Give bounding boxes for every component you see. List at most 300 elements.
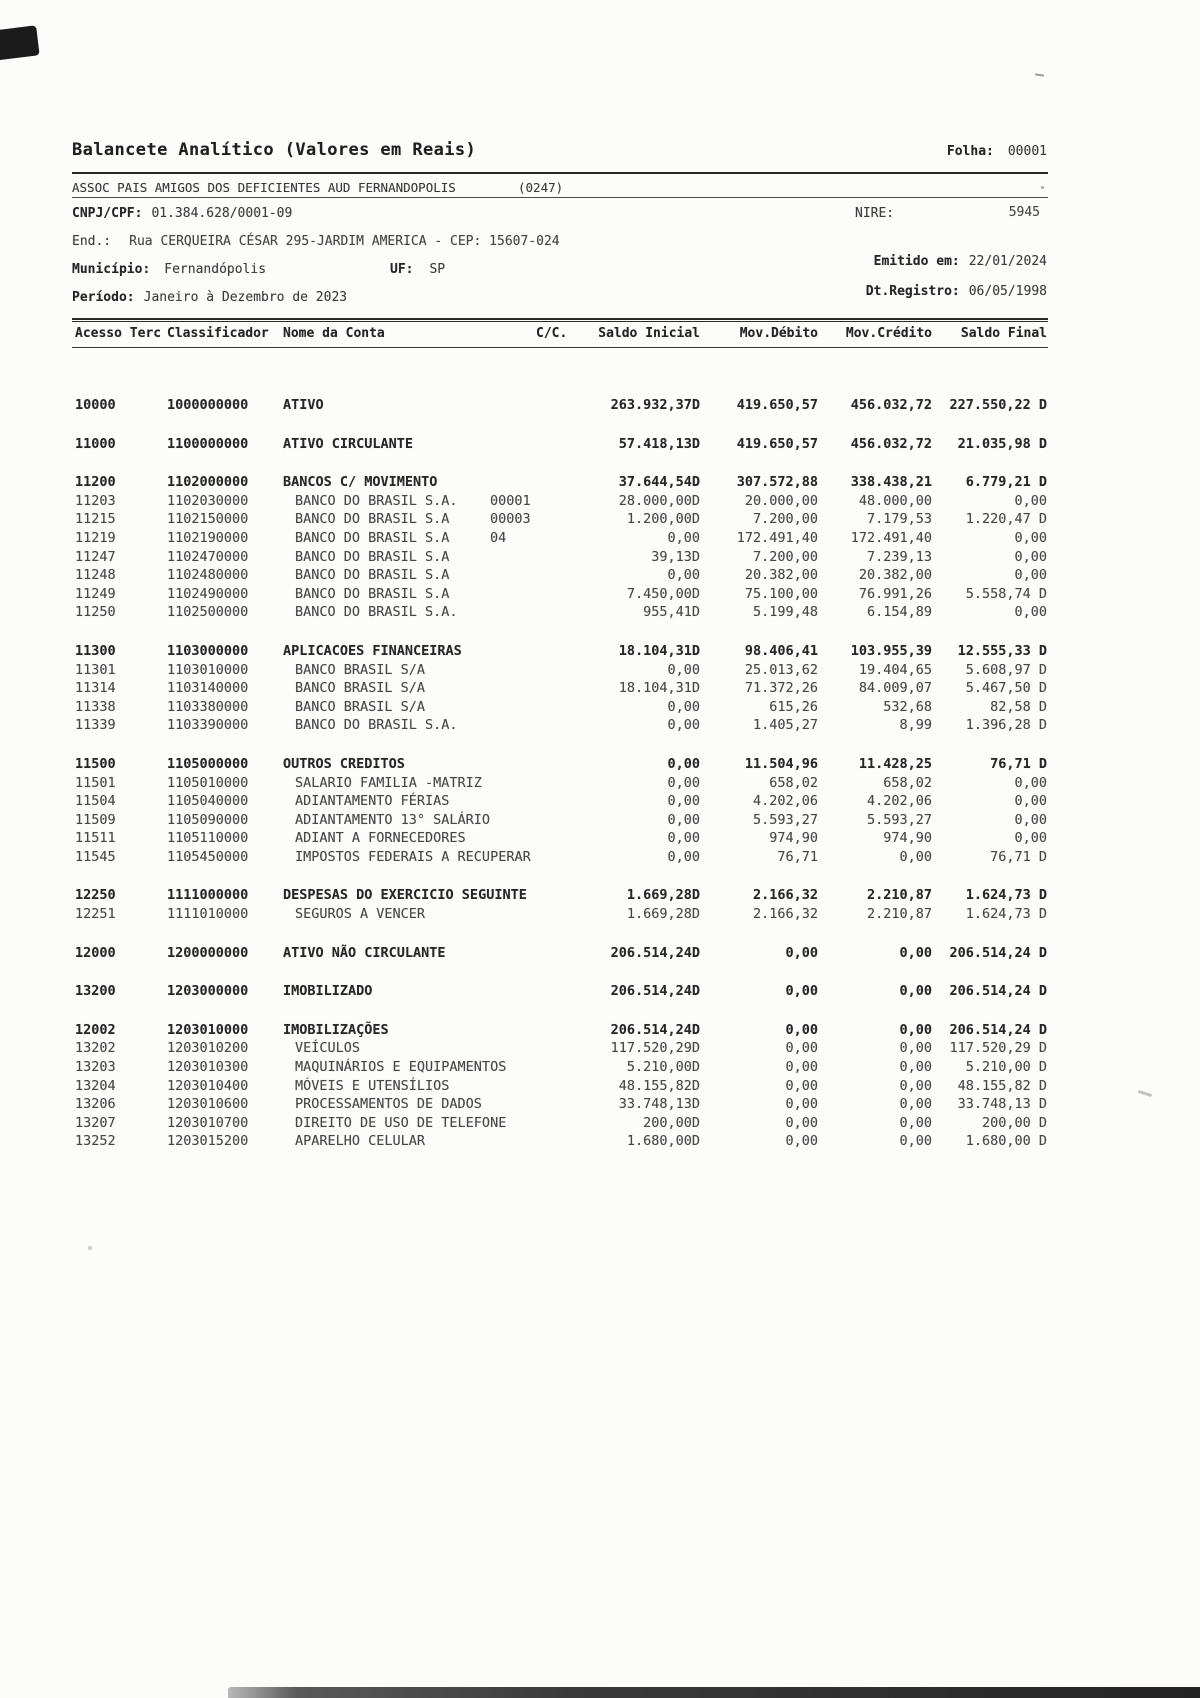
cell-cc: [488, 642, 543, 661]
cell-mov-credito: 2.210,87: [866, 906, 932, 923]
cell-saldo-inicial: 200,00D: [643, 1114, 700, 1131]
table-row: [0, 1039, 1122, 1058]
cell-cc: [488, 566, 543, 585]
folha-field: [947, 144, 1047, 159]
cell-saldo-inicial: 0,00: [667, 811, 700, 828]
cell-cc: [488, 829, 543, 848]
cell-classificador: 1103380000: [167, 698, 249, 715]
cell-cc: [488, 905, 543, 924]
cell-classificador: 1103140000: [167, 680, 249, 697]
cell-saldo-inicial: 0,00: [667, 755, 700, 772]
cell-mov-debito: 7.200,00: [752, 548, 818, 565]
table-group: [0, 435, 1122, 454]
cell-acesso: 11300: [75, 642, 116, 659]
table-row: [0, 792, 1122, 811]
cell-acesso: 12251: [75, 906, 116, 923]
emitido-label: Emitido em:: [873, 254, 960, 269]
cell-classificador: 1103010000: [167, 661, 249, 678]
cell-cc: [488, 473, 543, 492]
table-group: [0, 396, 1122, 415]
cell-saldo-inicial: 1.680,00D: [626, 1133, 700, 1150]
cell-mov-debito: 974,90: [769, 830, 818, 847]
cell-mov-credito: 19.404,65: [858, 661, 932, 678]
cell-mov-debito: 307.572,88: [736, 474, 818, 491]
cell-cc: [488, 982, 543, 1001]
cell-nome: VEÍCULOS: [295, 1040, 361, 1057]
cell-mov-credito: 0,00: [899, 848, 932, 865]
cell-mov-debito: 0,00: [785, 1059, 818, 1076]
cell-saldo-inicial: 0,00: [667, 529, 700, 546]
cell-mov-debito: 0,00: [785, 944, 818, 961]
company-rule: [72, 197, 1048, 198]
cell-saldo-final: 1.624,73 D: [965, 887, 1047, 904]
cell-mov-credito: 0,00: [899, 1133, 932, 1150]
cell-nome: BANCO DO BRASIL S.A: [295, 548, 450, 565]
cell-cc: [488, 1039, 543, 1058]
cell-saldo-final: 227.550,22 D: [949, 397, 1047, 413]
cell-saldo-final: 1.220,47 D: [965, 511, 1047, 528]
table-row: [0, 566, 1122, 585]
cell-saldo-inicial: 18.104,31D: [618, 642, 700, 659]
periodo-value: Janeiro à Dezembro de 2023: [143, 290, 348, 305]
table-group: [0, 886, 1122, 923]
cell-saldo-inicial: 48.155,82D: [618, 1077, 700, 1094]
cell-nome: APARELHO CELULAR: [295, 1133, 426, 1150]
cell-mov-debito: 20.382,00: [744, 567, 818, 584]
cell-mov-debito: 172.491,40: [736, 529, 818, 546]
cell-mov-debito: 0,00: [785, 1040, 818, 1057]
cell-mov-debito: 25.013,62: [744, 661, 818, 678]
address-field: [72, 234, 560, 249]
cell-saldo-inicial: 28.000,00D: [618, 492, 700, 509]
cell-mov-credito: 0,00: [899, 944, 932, 961]
table-row: [0, 603, 1122, 622]
cell-acesso: 11509: [75, 811, 116, 828]
cell-acesso: 11203: [75, 492, 116, 509]
cell-nome: BANCO BRASIL S/A: [295, 698, 426, 715]
cell-classificador: 1203010400: [167, 1077, 249, 1094]
cell-nome: SEGUROS A VENCER: [295, 906, 426, 923]
cell-saldo-inicial: 1.669,28D: [626, 887, 700, 904]
cell-nome: BANCO DO BRASIL S.A: [295, 529, 450, 546]
cell-saldo-inicial: 0,00: [667, 698, 700, 715]
cell-saldo-final: 82,58 D: [990, 698, 1047, 715]
table-row: [0, 510, 1122, 529]
table-row: [0, 944, 1122, 963]
cell-saldo-final: 1.624,73 D: [965, 906, 1047, 923]
cnpj-value: 01.384.628/0001-09: [151, 206, 293, 221]
municipio-value: Fernandópolis: [164, 262, 267, 277]
cell-acesso: 11339: [75, 717, 116, 734]
cell-classificador: 1203010700: [167, 1114, 249, 1131]
table-group: [0, 982, 1122, 1001]
table-row: [0, 982, 1122, 1001]
cell-acesso: 13200: [75, 983, 116, 1000]
cnpj-field: [72, 206, 292, 221]
table-group: [0, 642, 1122, 735]
cell-acesso: 13206: [75, 1096, 116, 1113]
table-row: [0, 755, 1122, 774]
cell-acesso: 11215: [75, 511, 116, 528]
table-body: [0, 396, 1122, 1171]
cell-mov-debito: 419.650,57: [736, 435, 818, 452]
cell-classificador: 1102490000: [167, 585, 249, 602]
table-row: [0, 848, 1122, 867]
cell-saldo-inicial: 206.514,24D: [610, 944, 700, 961]
cell-mov-debito: 0,00: [785, 983, 818, 1000]
cell-cc: [488, 661, 543, 680]
scan-blot-artifact: [0, 25, 40, 60]
cell-saldo-inicial: 37.644,54D: [618, 474, 700, 491]
cell-acesso: 11511: [75, 830, 116, 847]
cell-saldo-final: 200,00 D: [981, 1114, 1047, 1131]
cell-acesso: 11248: [75, 567, 116, 584]
cell-mov-debito: 5.593,27: [752, 811, 818, 828]
cell-mov-credito: 2.210,87: [866, 887, 932, 904]
cell-nome: IMOBILIZAÇÕES: [283, 1021, 389, 1038]
cell-cc: [488, 792, 543, 811]
cell-cc: [488, 679, 543, 698]
cell-mov-credito: 172.491,40: [850, 529, 932, 546]
cell-acesso: 12002: [75, 1021, 116, 1038]
cell-mov-credito: 11.428,25: [858, 755, 932, 772]
cell-cc: [488, 886, 543, 905]
cell-acesso: 11247: [75, 548, 116, 565]
cell-classificador: 1102190000: [167, 529, 249, 546]
cell-mov-credito: 532,68: [883, 698, 932, 715]
cell-classificador: 1200000000: [167, 944, 249, 961]
table-group: [0, 755, 1122, 867]
table-group: [0, 944, 1122, 963]
cell-nome: BANCO DO BRASIL S.A: [295, 585, 450, 602]
scan-bottom-band-artifact: [228, 1687, 1200, 1698]
cell-saldo-inicial: 206.514,24D: [610, 1021, 700, 1038]
scan-speck: [1041, 186, 1044, 189]
cell-saldo-inicial: 0,00: [667, 774, 700, 791]
cell-saldo-final: 5.467,50 D: [965, 680, 1047, 697]
table-row: [0, 661, 1122, 680]
cell-nome: MÓVEIS E UTENSÍLIOS: [295, 1077, 450, 1094]
cell-acesso: 13204: [75, 1077, 116, 1094]
cell-nome: DESPESAS DO EXERCICIO SEGUINTE: [283, 887, 527, 904]
cell-saldo-final: 117.520,29 D: [949, 1040, 1047, 1057]
cell-classificador: 1111010000: [167, 906, 249, 923]
cell-mov-credito: 76.991,26: [858, 585, 932, 602]
col-header-saldo-inicial: Saldo Inicial: [598, 326, 700, 341]
col-header-mov-credito: Mov.Crédito: [845, 326, 932, 341]
cell-cc: [488, 603, 543, 622]
cell-mov-debito: 658,02: [769, 774, 818, 791]
cell-mov-debito: 98.406,41: [744, 642, 818, 659]
cell-cc: [488, 1021, 543, 1040]
municipio-field: [72, 262, 266, 277]
cell-mov-credito: 0,00: [899, 1077, 932, 1094]
cell-saldo-final: 0,00: [1014, 774, 1047, 791]
cell-mov-debito: 0,00: [785, 1077, 818, 1094]
cell-mov-credito: 338.438,21: [850, 474, 932, 491]
table-group: [0, 1021, 1122, 1151]
cell-classificador: 1105450000: [167, 848, 249, 865]
cell-classificador: 1103000000: [167, 642, 249, 659]
cell-cc: 00001: [490, 492, 531, 509]
table-row: [0, 1114, 1122, 1133]
cell-saldo-final: 1.680,00 D: [965, 1133, 1047, 1150]
cell-classificador: 1102150000: [167, 511, 249, 528]
cell-saldo-inicial: 206.514,24D: [610, 983, 700, 1000]
cell-nome: PROCESSAMENTOS DE DADOS: [295, 1096, 482, 1113]
cell-cc: [488, 435, 543, 454]
cell-nome: DIREITO DE USO DE TELEFONE: [295, 1114, 507, 1131]
cell-nome: ADIANTAMENTO FÉRIAS: [295, 793, 450, 810]
cell-classificador: 1100000000: [167, 435, 249, 452]
report-title: Balancete Analítico (Valores em Reais): [72, 140, 477, 160]
scan-speck: [1138, 1090, 1152, 1097]
cell-classificador: 1203000000: [167, 983, 249, 1000]
cell-saldo-inicial: 39,13D: [651, 548, 700, 565]
table-row: [0, 548, 1122, 567]
cell-saldo-inicial: 117.520,29D: [610, 1040, 700, 1057]
table-row: [0, 642, 1122, 661]
cell-classificador: 1203010300: [167, 1059, 249, 1076]
cell-saldo-final: 76,71 D: [990, 755, 1047, 772]
table-row: [0, 774, 1122, 793]
cell-classificador: 1105040000: [167, 793, 249, 810]
col-header-cc: C/C.: [536, 326, 568, 341]
cell-saldo-final: 1.396,28 D: [965, 717, 1047, 734]
emitido-value: 22/01/2024: [968, 254, 1047, 269]
cell-mov-debito: 4.202,06: [752, 793, 818, 810]
cell-saldo-final: 5.210,00 D: [965, 1059, 1047, 1076]
cell-mov-credito: 48.000,00: [858, 492, 932, 509]
cell-nome: BANCOS C/ MOVIMENTO: [283, 474, 438, 491]
cell-mov-credito: 4.202,06: [866, 793, 932, 810]
cell-classificador: 1203010600: [167, 1096, 249, 1113]
cell-mov-debito: 11.504,96: [744, 755, 818, 772]
cell-classificador: 1105000000: [167, 755, 249, 772]
cell-nome: BANCO BRASIL S/A: [295, 661, 426, 678]
cell-acesso: 11219: [75, 529, 116, 546]
table-row: [0, 1077, 1122, 1096]
cell-mov-credito: 974,90: [883, 830, 932, 847]
table-row: [0, 829, 1122, 848]
cell-saldo-inicial: 263.932,37D: [610, 397, 700, 413]
cell-classificador: 1105110000: [167, 830, 249, 847]
uf-value: SP: [429, 262, 446, 277]
cell-cc: [488, 774, 543, 793]
cell-saldo-inicial: 0,00: [667, 661, 700, 678]
cell-mov-debito: 0,00: [785, 1096, 818, 1113]
cell-saldo-inicial: 33.748,13D: [618, 1096, 700, 1113]
cell-cc: [488, 585, 543, 604]
cell-mov-credito: 6.154,89: [866, 604, 932, 621]
table-row: [0, 492, 1122, 511]
cell-mov-credito: 0,00: [899, 1096, 932, 1113]
cell-mov-debito: 0,00: [785, 1133, 818, 1150]
cell-cc: [488, 848, 543, 867]
cell-saldo-inicial: 0,00: [667, 567, 700, 584]
cell-saldo-final: 33.748,13 D: [957, 1096, 1047, 1113]
cell-nome: IMOBILIZADO: [283, 983, 373, 1000]
cell-cc: [488, 698, 543, 717]
cell-saldo-final: 0,00: [1014, 567, 1047, 584]
periodo-label: Período:: [72, 290, 135, 305]
cell-acesso: 11301: [75, 661, 116, 678]
table-top-rule: [72, 318, 1048, 322]
cell-acesso: 13207: [75, 1114, 116, 1131]
cell-acesso: 11250: [75, 604, 116, 621]
cell-mov-credito: 0,00: [899, 1021, 932, 1038]
cell-mov-credito: 0,00: [899, 1114, 932, 1131]
cell-mov-debito: 71.372,26: [744, 680, 818, 697]
cell-classificador: 1102030000: [167, 492, 249, 509]
col-header-saldo-final: Saldo Final: [960, 326, 1047, 341]
company-name: ASSOC PAIS AMIGOS DOS DEFICIENTES AUD FERNANDOPOLIS: [72, 180, 456, 195]
cell-cc: [488, 1132, 543, 1151]
cell-saldo-inicial: 1.669,28D: [626, 906, 700, 923]
cell-acesso: 11314: [75, 680, 116, 697]
cell-classificador: 1203010200: [167, 1040, 249, 1057]
cell-mov-credito: 8,99: [899, 717, 932, 734]
cell-acesso: 11200: [75, 474, 116, 491]
table-group: [0, 473, 1122, 622]
table-row: [0, 679, 1122, 698]
cell-mov-credito: 0,00: [899, 1059, 932, 1076]
address-value: Rua CERQUEIRA CÉSAR 295-JARDIM AMERICA - CEP: 15607-024: [129, 234, 560, 249]
cell-cc: [488, 755, 543, 774]
cell-saldo-inicial: 0,00: [667, 793, 700, 810]
company-code: (0247): [518, 180, 564, 195]
cell-acesso: 13202: [75, 1040, 116, 1057]
cell-mov-debito: 615,26: [769, 698, 818, 715]
table-header-rule: [72, 347, 1048, 348]
cell-cc: 04: [490, 529, 507, 546]
cell-acesso: 11249: [75, 585, 116, 602]
folha-value: 00001: [1007, 144, 1047, 159]
periodo-field: [72, 290, 347, 305]
table-header-row: [0, 325, 1122, 344]
cell-nome: BANCO DO BRASIL S.A: [295, 567, 450, 584]
cell-mov-credito: 84.009,07: [858, 680, 932, 697]
cell-classificador: 1103390000: [167, 717, 249, 734]
registro-value: 06/05/1998: [968, 284, 1047, 299]
cell-mov-credito: 20.382,00: [858, 567, 932, 584]
cell-nome: BANCO DO BRASIL S.A.: [295, 492, 458, 509]
table-row: [0, 473, 1122, 492]
table-row: [0, 1021, 1122, 1040]
cell-saldo-final: 0,00: [1014, 492, 1047, 509]
cell-nome: SALARIO FAMILIA -MATRIZ: [295, 774, 482, 791]
cell-saldo-final: 21.035,98 D: [957, 435, 1047, 452]
cnpj-label: CNPJ/CPF:: [72, 206, 143, 221]
address-label: End.:: [72, 234, 112, 249]
cell-acesso: 10000: [75, 397, 116, 413]
cell-acesso: 12000: [75, 944, 116, 961]
col-header-mov-debito: Mov.Débito: [739, 326, 818, 341]
cell-saldo-final: 0,00: [1014, 548, 1047, 565]
cell-nome: ATIVO NÃO CIRCULANTE: [283, 944, 446, 961]
cell-acesso: 11500: [75, 755, 116, 772]
cell-mov-debito: 76,71: [777, 848, 818, 865]
table-row: [0, 585, 1122, 604]
cell-saldo-inicial: 0,00: [667, 848, 700, 865]
cell-nome: IMPOSTOS FEDERAIS A RECUPERAR: [295, 848, 531, 865]
cell-saldo-inicial: 0,00: [667, 717, 700, 734]
cell-mov-debito: 20.000,00: [744, 492, 818, 509]
cell-nome: ATIVO: [283, 397, 324, 413]
nire-label: NIRE:: [855, 206, 895, 221]
cell-acesso: 11504: [75, 793, 116, 810]
cell-cc: 00003: [490, 511, 531, 528]
cell-classificador: 1111000000: [167, 887, 249, 904]
cell-cc: [488, 396, 543, 415]
cell-saldo-inicial: 7.450,00D: [626, 585, 700, 602]
cell-saldo-final: 0,00: [1014, 830, 1047, 847]
cell-mov-debito: 5.199,48: [752, 604, 818, 621]
cell-acesso: 11545: [75, 848, 116, 865]
table-row: [0, 1095, 1122, 1114]
table-row: [0, 905, 1122, 924]
table-row: [0, 1132, 1122, 1151]
cell-mov-debito: 7.200,00: [752, 511, 818, 528]
cell-cc: [488, 1077, 543, 1096]
cell-nome: MAQUINÁRIOS E EQUIPAMENTOS: [295, 1059, 507, 1076]
cell-mov-credito: 456.032,72: [850, 435, 932, 452]
cell-classificador: 1102000000: [167, 474, 249, 491]
uf-label: UF:: [390, 262, 414, 277]
cell-nome: ATIVO CIRCULANTE: [283, 435, 414, 452]
cell-cc: [488, 716, 543, 735]
table-row: [0, 396, 1122, 415]
cell-mov-credito: 5.593,27: [866, 811, 932, 828]
cell-nome: OUTROS CREDITOS: [283, 755, 405, 772]
cell-classificador: 1102500000: [167, 604, 249, 621]
uf-field: [390, 262, 445, 277]
cell-saldo-final: 0,00: [1014, 604, 1047, 621]
cell-classificador: 1102470000: [167, 548, 249, 565]
cell-mov-credito: 0,00: [899, 1040, 932, 1057]
col-header-nome: Nome da Conta: [283, 326, 385, 341]
cell-acesso: 13252: [75, 1133, 116, 1150]
title-rule: [72, 172, 1048, 174]
cell-nome: APLICACOES FINANCEIRAS: [283, 642, 462, 659]
cell-mov-credito: 103.955,39: [850, 642, 932, 659]
cell-acesso: 13203: [75, 1059, 116, 1076]
cell-mov-debito: 2.166,32: [752, 906, 818, 923]
cell-cc: [488, 1114, 543, 1133]
cell-acesso: 11501: [75, 774, 116, 791]
cell-saldo-final: 48.155,82 D: [957, 1077, 1047, 1094]
cell-mov-debito: 2.166,32: [752, 887, 818, 904]
cell-mov-credito: 7.239,13: [866, 548, 932, 565]
cell-saldo-final: 0,00: [1014, 811, 1047, 828]
cell-saldo-final: 5.558,74 D: [965, 585, 1047, 602]
scan-speck: [1035, 73, 1044, 76]
cell-nome: BANCO BRASIL S/A: [295, 680, 426, 697]
cell-classificador: 1102480000: [167, 567, 249, 584]
cell-cc: [488, 548, 543, 567]
cell-acesso: 12250: [75, 887, 116, 904]
cell-acesso: 11338: [75, 698, 116, 715]
registro-label: Dt.Registro:: [865, 284, 960, 299]
cell-mov-debito: 0,00: [785, 1114, 818, 1131]
cell-cc: [488, 811, 543, 830]
cell-mov-credito: 658,02: [883, 774, 932, 791]
cell-cc: [488, 1095, 543, 1114]
cell-classificador: 1203015200: [167, 1133, 249, 1150]
cell-saldo-final: 206.514,24 D: [949, 983, 1047, 1000]
cell-saldo-final: 0,00: [1014, 793, 1047, 810]
cell-saldo-inicial: 1.200,00D: [626, 511, 700, 528]
